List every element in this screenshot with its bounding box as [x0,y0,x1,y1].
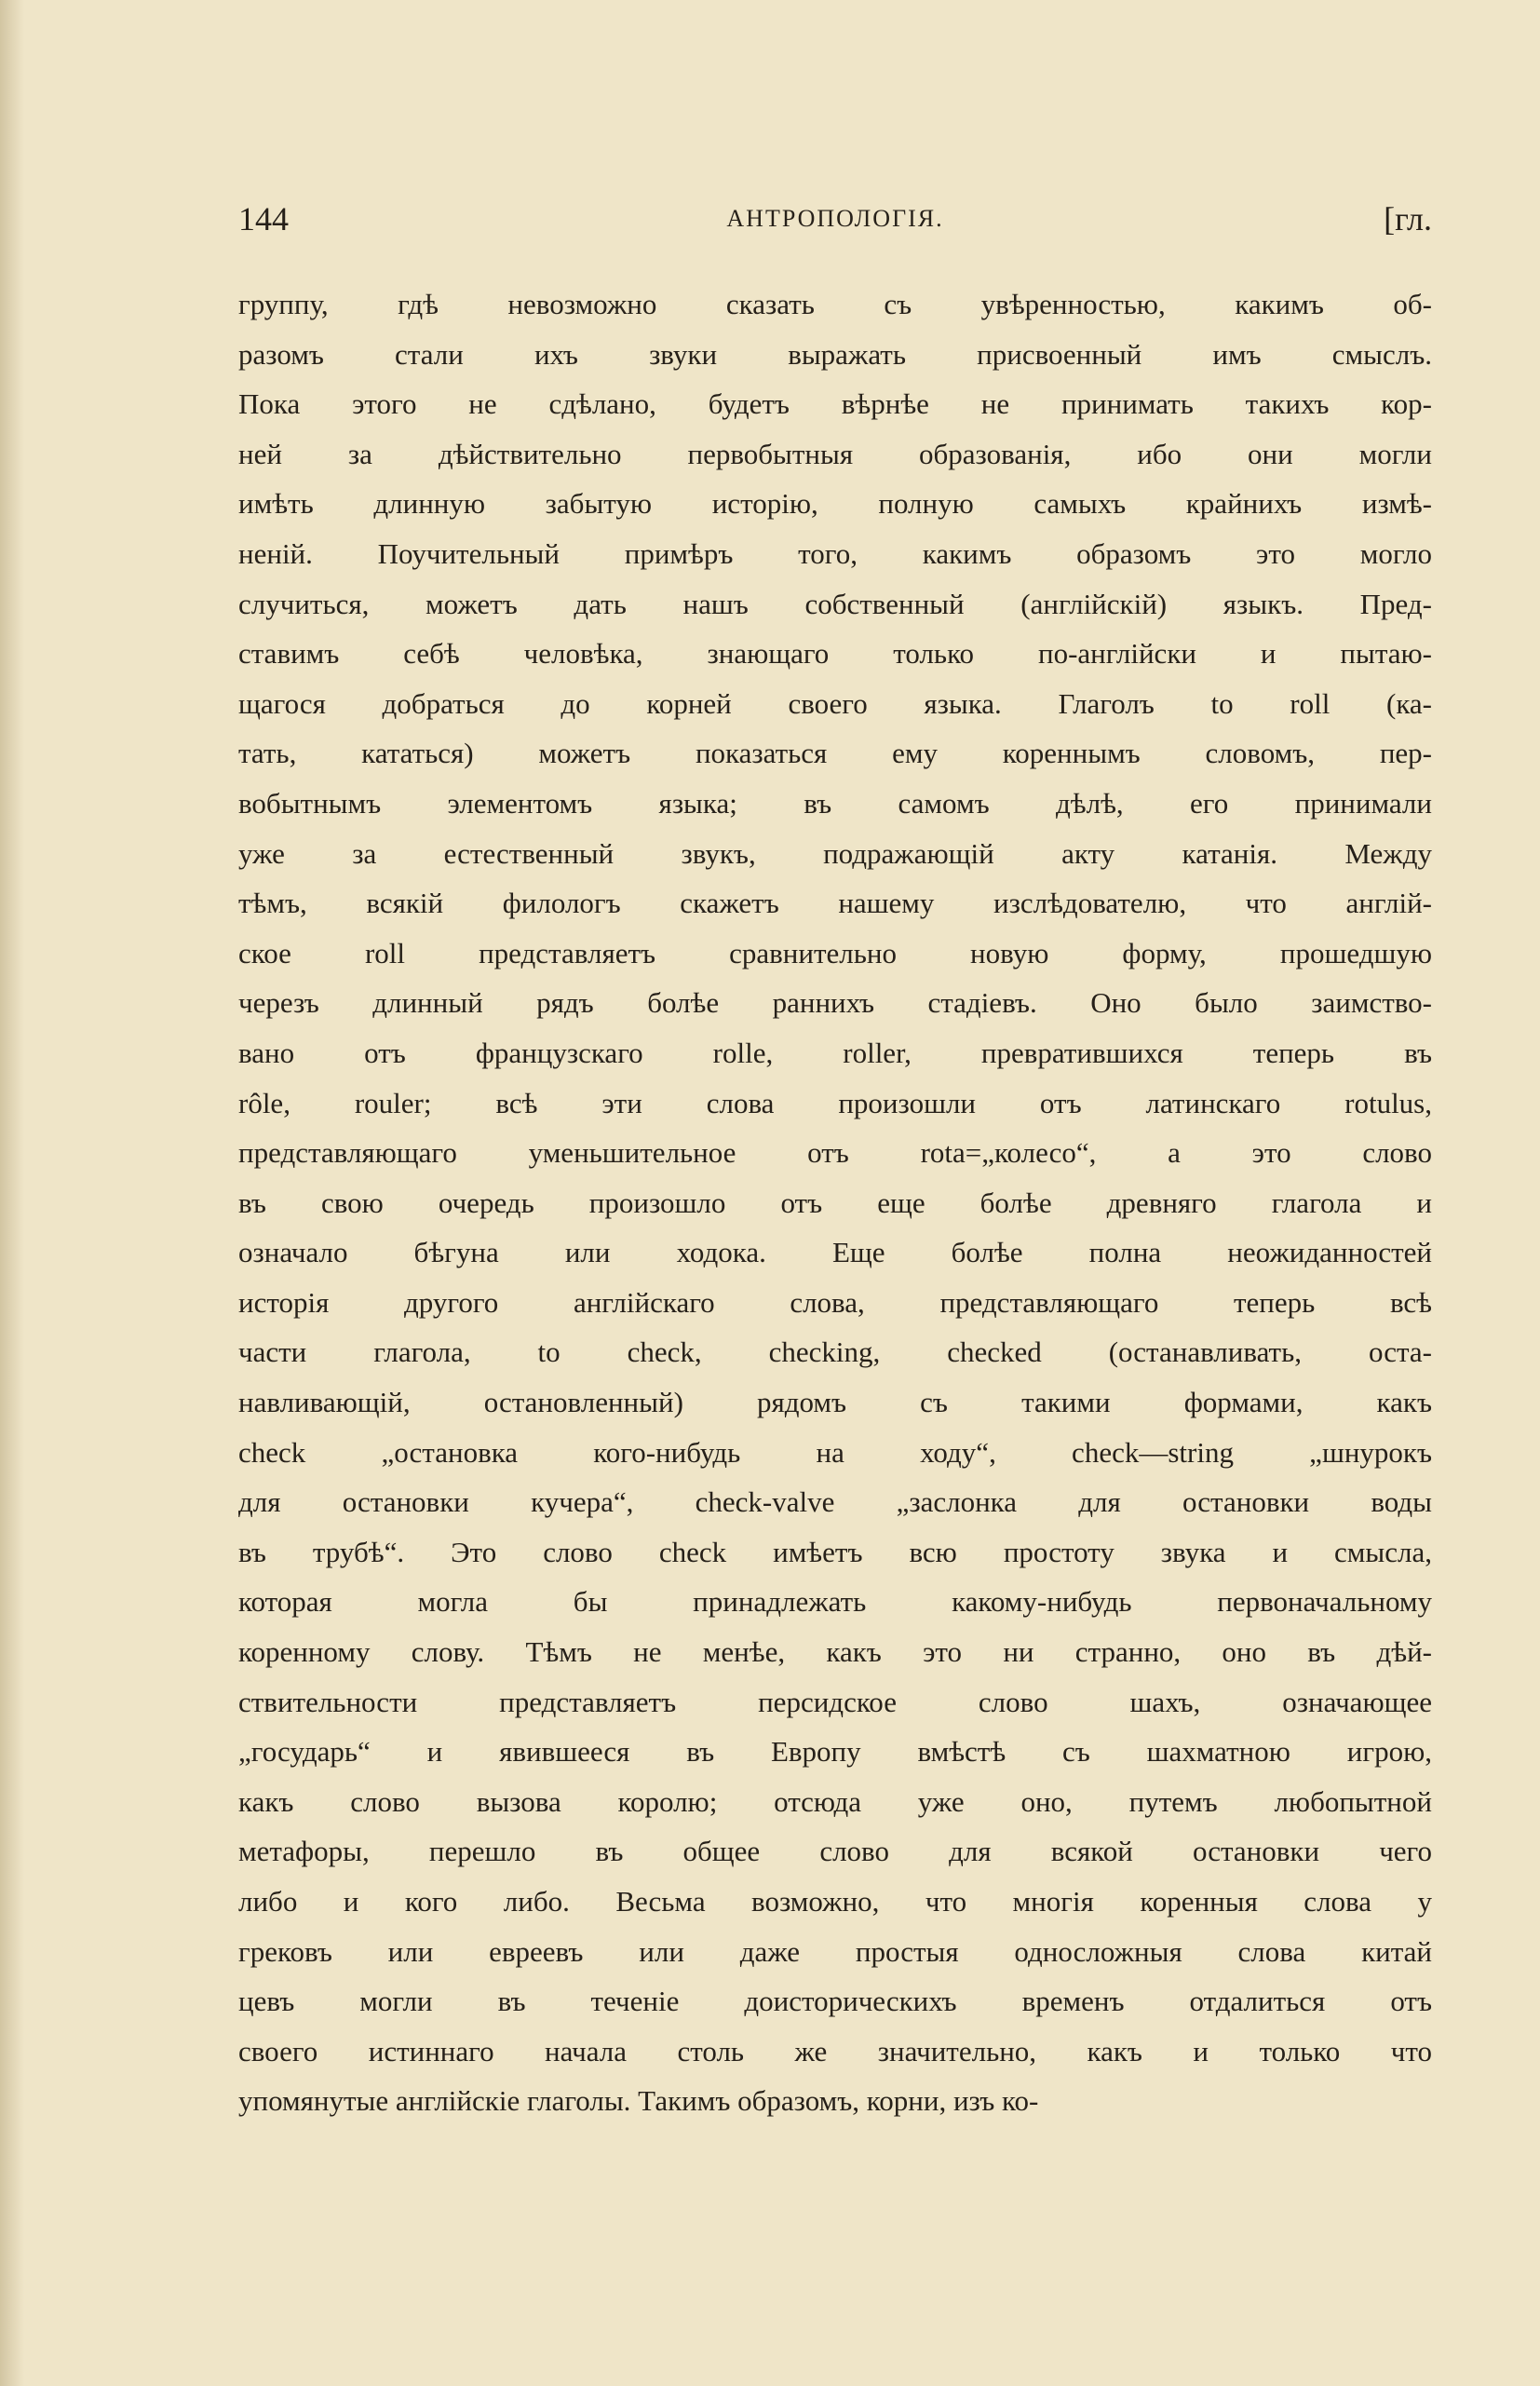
text-line: тѣмъ, всякій филологъ скажетъ нашему изслѣдователю, что англій- [238,887,1432,920]
running-header [238,199,1432,246]
chapter-marker: [гл. [1384,200,1432,237]
text-line: означало бѣгуна или ходока. Еще болѣе полна неожиданностей [238,1236,1432,1269]
text-line: которая могла бы принадлежать какому-нибудь первоначальному [238,1585,1432,1619]
text-line: навливающій, остановленный) рядомъ съ такими формами, какъ [238,1386,1432,1419]
text-line: въ свою очередь произошло отъ еще болѣе древняго глагола и [238,1186,1432,1219]
page-number: 144 [238,200,289,237]
text-line: представляющаго уменьшительное отъ rota=„колесо“, а это слово [238,1136,1432,1170]
page-edge-shadow [0,0,24,2386]
text-line: ставимъ себѣ человѣка, знающаго только по-англійски и пытаю- [238,637,1432,671]
text-line: щагося добраться до корней своего языка. Глаголъ to roll (ка- [238,686,1432,720]
text-line: коренному слову. Тѣмъ не менѣе, какъ это ни странно, оно въ дѣй- [238,1635,1432,1669]
text-line: Пока этого не сдѣлано, будетъ вѣрнѣе не принимать такихъ кор- [238,387,1432,421]
text-line: тать, кататься) можетъ показаться ему кореннымъ словомъ, пер- [238,737,1432,770]
body-text [238,279,1432,2126]
text-line: ское roll представляетъ сравнительно новую форму, прошедшую [238,936,1432,969]
text-line: цевъ могли въ теченіе доисторическихъ временъ отдалиться отъ [238,1985,1432,2018]
text-line: черезъ длинный рядъ болѣе раннихъ стадіевъ. Оно было заимство- [238,986,1432,1020]
text-line: случиться, можетъ дать нашъ собственный (англійскій) языкъ. Пред- [238,587,1432,620]
text-line: группу, гдѣ невозможно сказать съ увѣренностью, какимъ об- [238,288,1432,320]
text-line: упомянутые англійскіе глаголы. Такимъ образомъ, корни, изъ ко- [238,2084,1039,2118]
text-line: имѣть длинную забытую исторію, полную самыхъ крайнихъ измѣ- [238,487,1432,521]
text-line: части глагола, to check, checking, checked (останавливать, оста- [238,1335,1432,1369]
text-line: вобытнымъ элементомъ языка; въ самомъ дѣлѣ, его принимали [238,786,1432,820]
text-line: ствительности представляетъ персидское слово шахъ, означающее [238,1685,1432,1718]
text-line: неній. Поучительный примѣръ того, какимъ образомъ это могло [238,536,1432,570]
text-line: уже за естественный звукъ, подражающій акту катанія. Между [238,836,1432,870]
text-line: въ трубѣ“. Это слово check имѣетъ всю простоту звука и смысла, [238,1535,1432,1568]
text-line: разомъ стали ихъ звуки выражать присвоенный имъ смыслъ. [238,337,1432,371]
text-line: „государь“ и явившееся въ Европу вмѣстѣ съ шахматною игрою, [238,1735,1432,1769]
text-line: грековъ или евреевъ или даже простыя односложныя слова китай [238,1934,1432,1968]
text-line: своего истиннаго начала столь же значительно, какъ и только что [238,2034,1432,2067]
text-line: rôle, rouler; всѣ эти слова произошли отъ латинскаго rotulus, [238,1086,1432,1119]
text-line: метафоры, перешло въ общее слово для всякой остановки чего [238,1835,1432,1868]
text-line: check „остановка кого-нибудь на ходу“, check—string „шнурокъ [238,1435,1432,1469]
text-line: для остановки кучера“, check-valve „заслонка для остановки воды [238,1485,1432,1519]
running-title: АНТРОПОЛОГІЯ. [726,205,944,232]
text-line: исторія другого англійскаго слова, представляющаго теперь всѣ [238,1285,1432,1319]
text-line: вано отъ французскаго rolle, roller, превратившихся теперь въ [238,1036,1432,1069]
text-line: какъ слово вызова королю; отсюда уже оно, путемъ любопытной [238,1784,1432,1818]
text-line: либо и кого либо. Весьма возможно, что многія коренныя слова у [238,1885,1432,1918]
text-line: ней за дѣйствительно первобытныя образованія, ибо они могли [238,437,1432,470]
